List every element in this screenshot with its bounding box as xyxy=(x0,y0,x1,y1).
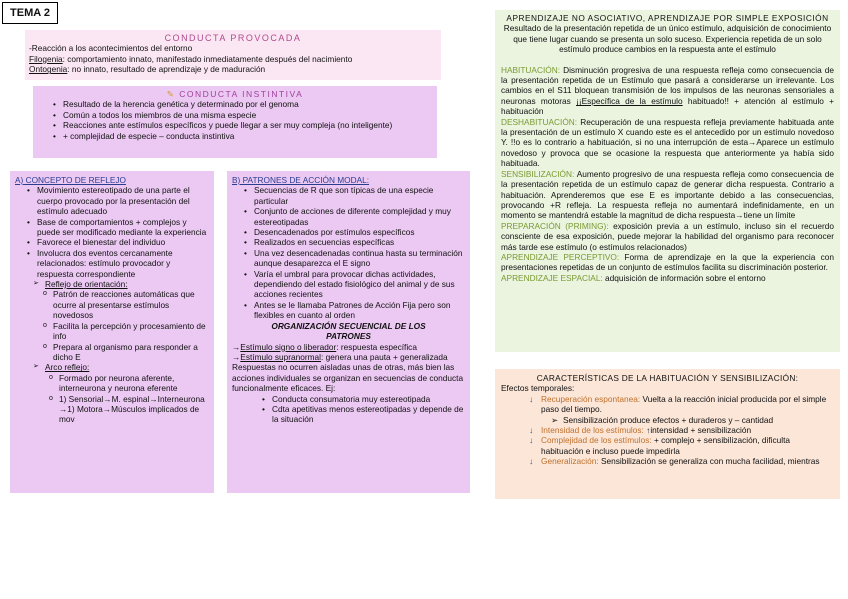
supra-text: : genera una pauta + generalizada xyxy=(321,351,448,362)
preparacion-label: PREPARACIÓN (PRIMING): xyxy=(501,220,609,231)
intensidad-text: ↑intensidad + sensibilización xyxy=(643,425,752,436)
list-item: • Antes se le llamaba Patrones de Acción Fija pero son flexibles en cuanto al orden xyxy=(254,300,465,321)
caracteristicas-list xyxy=(501,394,834,415)
deshabituacion-text: Recuperación de una respuesta refleja previamente habituada ante la presentación de un estímulo X cuando este es el antecedido por un estímulo novedoso Y. !!o es lo contrario a habituación, si no una interrupción de esta→Aparece un estímulo novedoso y provoca que se ocasione la respuesta que anteriormente ya había sido habituada. xyxy=(501,116,834,169)
list-item: • Cdta apetitivas menos estereotipadas y depende de la situación xyxy=(272,404,465,425)
list-item: • Conjunto de acciones de diferente complejidad y muy estereotipadas xyxy=(254,206,465,227)
conducta-provocada-line: -Reacción a los acontecimientos del entorno xyxy=(29,43,193,54)
complejidad-label: Complejidad de los estímulos: xyxy=(541,435,652,446)
organizacion-title: ORGANIZACIÓN SECUENCIAL DE LOS PATRONES xyxy=(271,320,426,342)
ontogenia-line xyxy=(29,64,437,74)
filogenia-text: : comportamiento innato, manifestado inmediatamente después del nacimiento xyxy=(62,53,353,64)
concepto-reflejo-title: A) CONCEPTO DE REFLEJO xyxy=(15,175,126,185)
sensibilizacion-paragraph xyxy=(501,169,834,221)
patrones-accion-list xyxy=(232,185,465,320)
list-item: • Conducta consumatoria muy estereotipada xyxy=(272,394,465,404)
respuestas-text: Respuestas no ocurren aisladas unas de otras, más bien las acciones individuales se organizan en secuencias de conducta funcionalmente eficaces. Ej: xyxy=(232,362,464,394)
aprendizaje-no-asociativo-box xyxy=(495,10,840,352)
perceptivo-label: APRENDIZAJE PERCEPTIVO: xyxy=(501,251,620,262)
sensibilizacion-text: Aumento progresivo de una respuesta refleja como consecuencia de la presentación repetida de un estímulo capaz de generar dicha respuesta. Contrario a habituación. Aprenderemos que ese E es importante debido a las consecuencias, provocando +R refleja. La respuesta refleja no aumentará indefinidamente, en un momento se mantendrá estable la magnitud de dicha respuesta→tiene un límite xyxy=(501,168,834,221)
list-item: • Una vez desencadenadas continua hasta su terminación aunque desaparezca el E signo xyxy=(254,248,465,269)
ontogenia-text: : no innato, resultado de aprendizaje y de maduración xyxy=(67,64,266,75)
caracteristicas-list-2 xyxy=(501,425,834,467)
perceptivo-text: Forma de aprendizaje en la que la experiencia con presentaciones repetidas de un conjunto de estímulos facilita su discriminación posterior. xyxy=(501,251,834,273)
list-item: o Facilita la percepción y procesamiento de info xyxy=(53,321,209,342)
espacial-paragraph xyxy=(501,273,834,283)
efectos-label: Efectos temporales: xyxy=(501,383,575,394)
list-item: • Involucra dos eventos cercanamente relacionados: estímulo provocador y respuesta correspondiente xyxy=(37,248,209,279)
habituacion-label: HABITUACIÓN: xyxy=(501,64,561,75)
concepto-reflejo-box xyxy=(10,171,214,493)
intensidad-label: Intensidad de los estímulos: xyxy=(541,425,644,436)
complejidad-text: + complejo + sensibilización, dificulta habituación e incluso puede impedirla xyxy=(541,435,791,456)
ejemplos-list xyxy=(232,394,465,425)
list-item xyxy=(541,394,834,415)
caracteristicas-box xyxy=(495,369,840,499)
list-item xyxy=(541,435,834,456)
preparacion-text: exposición previa a un estímulo, incluso sin el recuerdo consciente de esa exposición, puede mejorar la habilidad del organismo para reconocer más tarde ese estímulo (o estímulos relacionados) xyxy=(501,220,834,252)
signo-line: →Estímulo signo o liberador: respuesta específica xyxy=(232,341,417,352)
habituacion-emph: ¡¡Específica de la estímulo xyxy=(576,95,683,106)
generalizacion-text: Sensibilización se generaliza con mucha facilidad, mientras xyxy=(598,456,820,467)
signo-text: : respuesta específica xyxy=(336,341,417,352)
arco-list xyxy=(15,373,209,425)
list-item xyxy=(541,456,834,466)
list-item: o 1) Sensorial→M. espinal→Interneurona →1) Motora→Músculos implicados de mov xyxy=(59,394,209,425)
orientacion-section xyxy=(15,279,209,289)
list-item: • Resultado de la herencia genética y determinado por el genoma xyxy=(63,99,431,109)
list-item: • Desencadenados por estímulos específicos xyxy=(254,227,465,237)
supra-label: Estímulo supranormal xyxy=(240,351,321,362)
perceptivo-paragraph xyxy=(501,252,834,273)
list-item: o Formado por neurona aferente, interneurona y neurona eferente xyxy=(59,373,209,394)
habituacion-text: Disminución progresiva de una respuesta refleja como consecuencia de la presentación repetida de un Estímulo que pasará a considerarse un irrelevante. Los cambios en el S11 bloquean transmisión de los impulsos de las neuronas sensoriales a neuronas motoras xyxy=(501,64,834,106)
patrones-accion-title: B) PATRONES DE ACCIÓN MODAL: xyxy=(232,175,370,185)
concepto-reflejo-list xyxy=(15,185,209,279)
list-item: • Común a todos los miembros de una misma especie xyxy=(63,110,431,120)
filogenia-line xyxy=(29,54,437,64)
espacial-text: adquisición de información sobre el entorno xyxy=(602,272,766,283)
preparacion-paragraph xyxy=(501,221,834,252)
list-item: • Base de comportamientos + complejos y puede ser modificado mediante la experiencia xyxy=(37,217,209,238)
list-item: • Realizados en secuencias específicas xyxy=(254,237,465,247)
filogenia-label: Filogenia xyxy=(29,53,63,64)
tema-label: TEMA 2 xyxy=(2,2,58,24)
aprendizaje-intro: Resultado de la presentación repetida de un único estímulo, adquisición de conocimiento que tiene lugar cuando se presenta un solo suceso. Experiencia repetida de un solo estímulo produce cambios en la respuesta ante el estímulo xyxy=(503,23,832,55)
arrow-icon: ➢ xyxy=(551,414,558,425)
conducta-instintiva-title: ✎ CONDUCTA INSTINTIVA xyxy=(166,89,304,99)
list-item: • Movimiento estereotipado de una parte el cuerpo provocado por la presentación del estímulo adecuado xyxy=(37,185,209,216)
list-item xyxy=(541,425,834,435)
deshabituacion-paragraph xyxy=(501,117,834,169)
orientacion-label: ➢ Reflejo de orientación: xyxy=(45,279,209,289)
sensibilizacion-label: SENSIBILIZACIÓN: xyxy=(501,168,575,179)
conducta-provocada-box xyxy=(25,30,441,80)
deshabituacion-label: DESHABITUACIÓN: xyxy=(501,116,578,127)
ontogenia-label: Ontogenia xyxy=(29,64,68,75)
arco-label: ➢ Arco reflejo: xyxy=(45,362,209,372)
conducta-instintiva-box xyxy=(33,86,437,158)
list-item: • Favorece el bienestar del individuo xyxy=(37,237,209,247)
list-item: o Prepara al organismo para responder a dicho E xyxy=(53,342,209,363)
arco-section xyxy=(15,362,209,372)
list-item: o Patrón de reacciones automáticas que ocurre al presentarse estímulos novedosos xyxy=(53,289,209,320)
patrones-accion-box xyxy=(227,171,470,493)
habituacion-tail: habituado!! + atención al estímulo + habituación xyxy=(501,95,835,117)
habituacion-paragraph xyxy=(501,65,834,117)
hand-icon: ✎ xyxy=(166,89,180,99)
recuperacion-sub: ➢ Sensibilización produce efectos + duraderos y – cantidad xyxy=(551,414,774,425)
conducta-provocada-title: CONDUCTA PROVOCADA xyxy=(164,33,302,43)
list-item: • + complejidad de especie – conducta instintiva xyxy=(63,131,431,141)
espacial-label: APRENDIZAJE ESPACIAL: xyxy=(501,272,603,283)
list-item: • Reacciones ante estímulos específicos y puede llegar a ser muy compleja (no inteligente) xyxy=(63,120,431,130)
recuperacion-text: Vuelta a la reacción inicial producida por el simple paso del tiempo. xyxy=(541,393,827,415)
list-item: • Secuencias de R que son típicas de una especie particular xyxy=(254,185,465,206)
supra-line: →Estímulo supranormal: genera una pauta + generalizada xyxy=(232,351,448,362)
signo-label: Estímulo signo o liberador xyxy=(240,341,337,352)
conducta-instintiva-list xyxy=(39,99,431,141)
aprendizaje-title: APRENDIZAJE NO ASOCIATIVO, APRENDIZAJE POR SIMPLE EXPOSICIÓN xyxy=(506,13,829,23)
list-item: • Varía el umbral para provocar dichas actividades, dependiendo del estado fisiológico del animal y de sus acciones recientes xyxy=(254,269,465,300)
generalizacion-label: Generalización: xyxy=(541,456,599,467)
orientacion-list xyxy=(15,289,209,362)
recuperacion-label: Recuperación espontanea: xyxy=(541,393,641,404)
caracteristicas-title: CARACTERÍSTICAS DE LA HABITUACIÓN Y SENSIBILIZACIÓN: xyxy=(536,373,799,383)
